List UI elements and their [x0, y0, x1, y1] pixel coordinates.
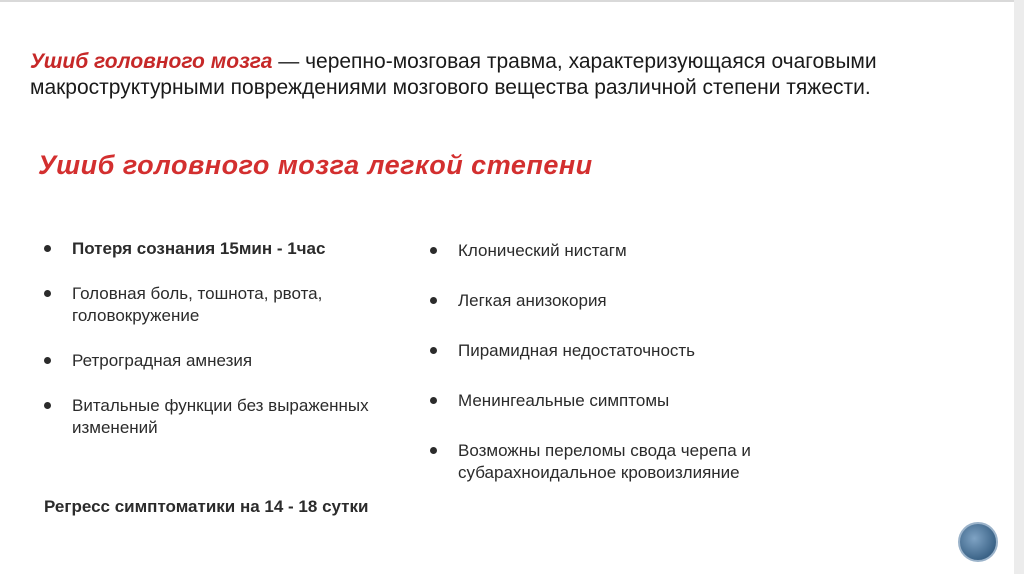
list-item	[428, 390, 768, 412]
list-item-text: Потеря сознания 15мин - 1час	[72, 239, 326, 258]
bullet-icon	[430, 297, 437, 304]
bullet-icon	[430, 247, 437, 254]
list-item-text: Легкая анизокория	[458, 291, 607, 310]
symptom-list-right	[428, 240, 768, 512]
list-item-text: Ретроградная амнезия	[72, 351, 253, 370]
bullet-icon	[430, 347, 437, 354]
bullet-icon	[44, 245, 51, 252]
list-item	[42, 283, 382, 327]
bullet-icon	[44, 357, 51, 364]
list-item	[428, 240, 768, 262]
bullet-icon	[44, 402, 51, 409]
top-divider	[0, 0, 1024, 2]
list-item-text: Пирамидная недостаточность	[458, 341, 696, 360]
slide-edge	[1014, 0, 1024, 574]
list-item	[428, 290, 768, 312]
bullet-icon	[430, 447, 437, 454]
symptom-list-left	[42, 238, 382, 462]
list-item	[428, 340, 768, 362]
list-item	[42, 238, 382, 260]
bullet-icon	[430, 397, 437, 404]
slide-heading: Ушиб головного мозга легкой степени	[38, 150, 593, 180]
regress-note: Регресс симптоматики на 14 - 18 сутки	[44, 497, 369, 516]
list-item-text: Менингеальные симптомы	[458, 391, 670, 410]
definition-text: — черепно-мозговая травма, характеризующаяся очаговыми макроструктурными повреждениями мозгового вещества различной степени тяжести.	[30, 50, 877, 99]
list-item-text: Витальные функции без выраженных изменений	[72, 396, 369, 437]
list-item	[42, 350, 382, 372]
list-item-text: Возможны переломы свода черепа и субарахноидальное кровоизлияние	[458, 441, 751, 482]
list-item	[428, 440, 768, 484]
list-item	[42, 395, 382, 439]
slide-badge-icon	[958, 522, 998, 562]
definition-paragraph	[30, 49, 990, 101]
bullet-icon	[44, 290, 51, 297]
list-item-text: Клонический нистагм	[458, 241, 627, 260]
definition-term: Ушиб головного мозга	[30, 50, 273, 73]
list-item-text: Головная боль, тошнота, рвота, головокружение	[72, 284, 323, 325]
